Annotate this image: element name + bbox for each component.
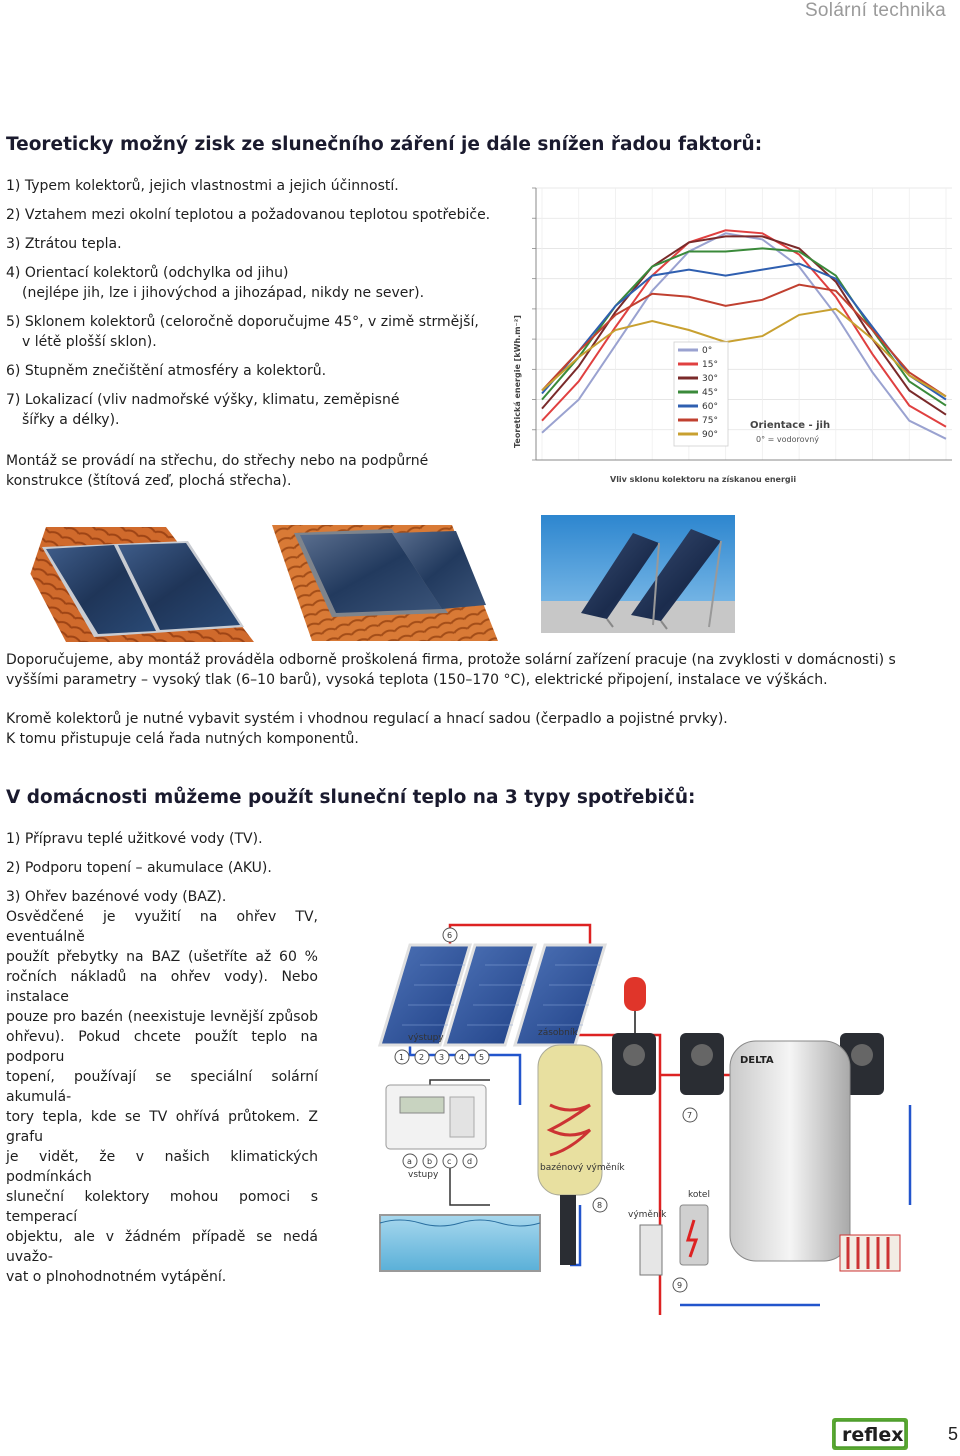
factor-item: 6) Stupněm znečištění atmosféry a kolektorů. bbox=[6, 363, 327, 379]
chart-legend-label: 15° bbox=[702, 360, 718, 370]
controller bbox=[386, 1085, 486, 1149]
chart-lines bbox=[542, 230, 946, 438]
svg-text:c: c bbox=[447, 1157, 452, 1166]
svg-text:4: 4 bbox=[459, 1053, 465, 1062]
header-title: Solární technika bbox=[804, 0, 946, 21]
chart-legend-label: 60° bbox=[702, 402, 718, 412]
factors-list bbox=[6, 176, 496, 439]
svg-text:a: a bbox=[407, 1157, 412, 1166]
consumer-item: 2) Podporu topení – akumulace (AKU). bbox=[6, 860, 272, 876]
factor-item: 2) Vztahem mezi okolní teplotou a požadovanou teplotou spotřebiče. bbox=[6, 207, 491, 223]
exchanger-label: výměník bbox=[628, 1210, 667, 1220]
chart-legend-box bbox=[674, 342, 728, 446]
chart-legend-label: 30° bbox=[702, 374, 718, 384]
chart-legend-subtitle: 0° = vodorovný bbox=[756, 435, 820, 444]
delta-label: DELTA bbox=[740, 1055, 774, 1066]
chart-xlabel: Vliv sklonu kolektoru na získanou energii bbox=[610, 475, 797, 484]
pool-exchanger bbox=[560, 1195, 576, 1265]
chart-legend-label: 75° bbox=[702, 416, 718, 426]
svg-text:8: 8 bbox=[597, 1201, 603, 1210]
consumers-list bbox=[6, 829, 326, 907]
besides-paragraph: Kromě kolektorů je nutné vybavit systém i vhodnou regulací a hnací sadou (čerpadlo a pojistné prvky). K tomu přistupuje celá řada nutných komponentů. bbox=[6, 711, 728, 747]
inputs-label: vstupy bbox=[408, 1170, 439, 1180]
section-heading-factors: Teoreticky možný zisk ze slunečního záření je dále snížen řadou faktorů: bbox=[6, 134, 763, 155]
pool-exchanger-label: bazénový výměník bbox=[540, 1163, 625, 1173]
factor-item: 7) Lokalizací (vliv nadmořské výšky, klimatu, zeměpisné šířky a délky). bbox=[6, 392, 400, 428]
svg-text:7: 7 bbox=[687, 1111, 693, 1120]
factor-item: 5) Sklonem kolektorů (celoročně doporučujme 45°, v zimě strmější, v létě plošší sklon). bbox=[6, 314, 479, 350]
boiler-label: kotel bbox=[688, 1190, 710, 1200]
consumers-body: Osvědčené je využití na ohřev TV, eventuálně použít přebytky na BAZ (ušetříte až 60 % ročních nákladů na ohřev vody). Nebo instalace pouze pro bazén (neexistuje levnější způsob ohřevu). Pokud chcete použít teplo na podporu topení, používají se speciální solární akumulá- tory tepla, kde se TV ohřívá průtokem. Z grafu je vidět, že v našich klimatických podmínkách sluneční kolektory mohou pomoci s temperací objektu, ale v žádném případě se nedá uvažo- vat o plnohodnotném vytápění. bbox=[6, 909, 318, 1285]
input-markers bbox=[403, 1154, 477, 1168]
factor-item: 1) Typem kolektorů, jejich vlastnostmi a jejich účinností. bbox=[6, 178, 399, 194]
chart-legend-label: 45° bbox=[702, 388, 718, 398]
photo-roof-mounted bbox=[6, 527, 254, 642]
outputs-label: výstupy bbox=[408, 1033, 444, 1043]
chart-legend bbox=[674, 342, 830, 446]
chart-ylabel: Teoretická energie [kWh.m⁻²] bbox=[513, 315, 522, 448]
plate-exchanger bbox=[640, 1225, 662, 1275]
svg-text:6: 6 bbox=[447, 931, 453, 940]
section-heading-consumers: V domácnosti můžeme použít sluneční teplo na 3 typy spotřebičů: bbox=[6, 787, 696, 808]
pool bbox=[380, 1215, 540, 1271]
svg-text:b: b bbox=[427, 1157, 433, 1166]
radiator bbox=[840, 1235, 900, 1271]
svg-text:9: 9 bbox=[677, 1281, 683, 1290]
mounting-paragraph: Montáž se provádí na střechu, do střechy nebo na podpůrné konstrukce (štítová zeď, plochá střecha). bbox=[6, 453, 429, 489]
photo-in-roof bbox=[272, 525, 498, 641]
photo-flat-roof bbox=[541, 515, 735, 633]
chart-grid bbox=[532, 188, 952, 460]
chart-legend-title: Orientace - jih bbox=[750, 420, 831, 431]
tank-label: zásobník bbox=[538, 1028, 578, 1038]
delta-tank bbox=[730, 1041, 850, 1261]
chart-legend-label: 90° bbox=[702, 430, 718, 440]
svg-text:2: 2 bbox=[419, 1053, 425, 1062]
svg-text:d: d bbox=[467, 1157, 473, 1166]
consumer-item: 3) Ohřev bazénové vody (BAZ). bbox=[6, 889, 227, 905]
tilt-energy-chart bbox=[498, 180, 960, 496]
expansion-vessel bbox=[624, 977, 646, 1011]
boiler bbox=[680, 1205, 708, 1265]
factor-item: 4) Orientací kolektorů (odchylka od jihu) (nejlépe jih, lze i jihovýchod a jihozápad, nikdy ne sever). bbox=[6, 265, 425, 301]
factor-item: 3) Ztrátou tepla. bbox=[6, 236, 122, 252]
svg-text:reflex: reflex bbox=[842, 1424, 904, 1446]
chart-svg bbox=[498, 180, 960, 496]
page-number: 5 bbox=[948, 1424, 959, 1444]
svg-text:3: 3 bbox=[439, 1053, 445, 1062]
solar-system-diagram bbox=[350, 905, 950, 1315]
svg-text:5: 5 bbox=[479, 1053, 485, 1062]
chart-series-line bbox=[542, 233, 946, 438]
svg-text:1: 1 bbox=[399, 1053, 405, 1062]
consumer-item: 1) Přípravu teplé užitkové vody (TV). bbox=[6, 831, 263, 847]
recommend-paragraph: Doporučujeme, aby montáž prováděla odborně proškolená firma, protože solární zařízení pracuje (na zvyklosti v domácnosti) s vyššími parametry – vysoký tlak (6–10 barů), vysoká teplota (150–170 °C), elektrické připojení, instalace ve výškách. bbox=[6, 652, 896, 688]
reflex-logo bbox=[832, 1418, 908, 1450]
chart-legend-label: 0° bbox=[702, 346, 713, 356]
